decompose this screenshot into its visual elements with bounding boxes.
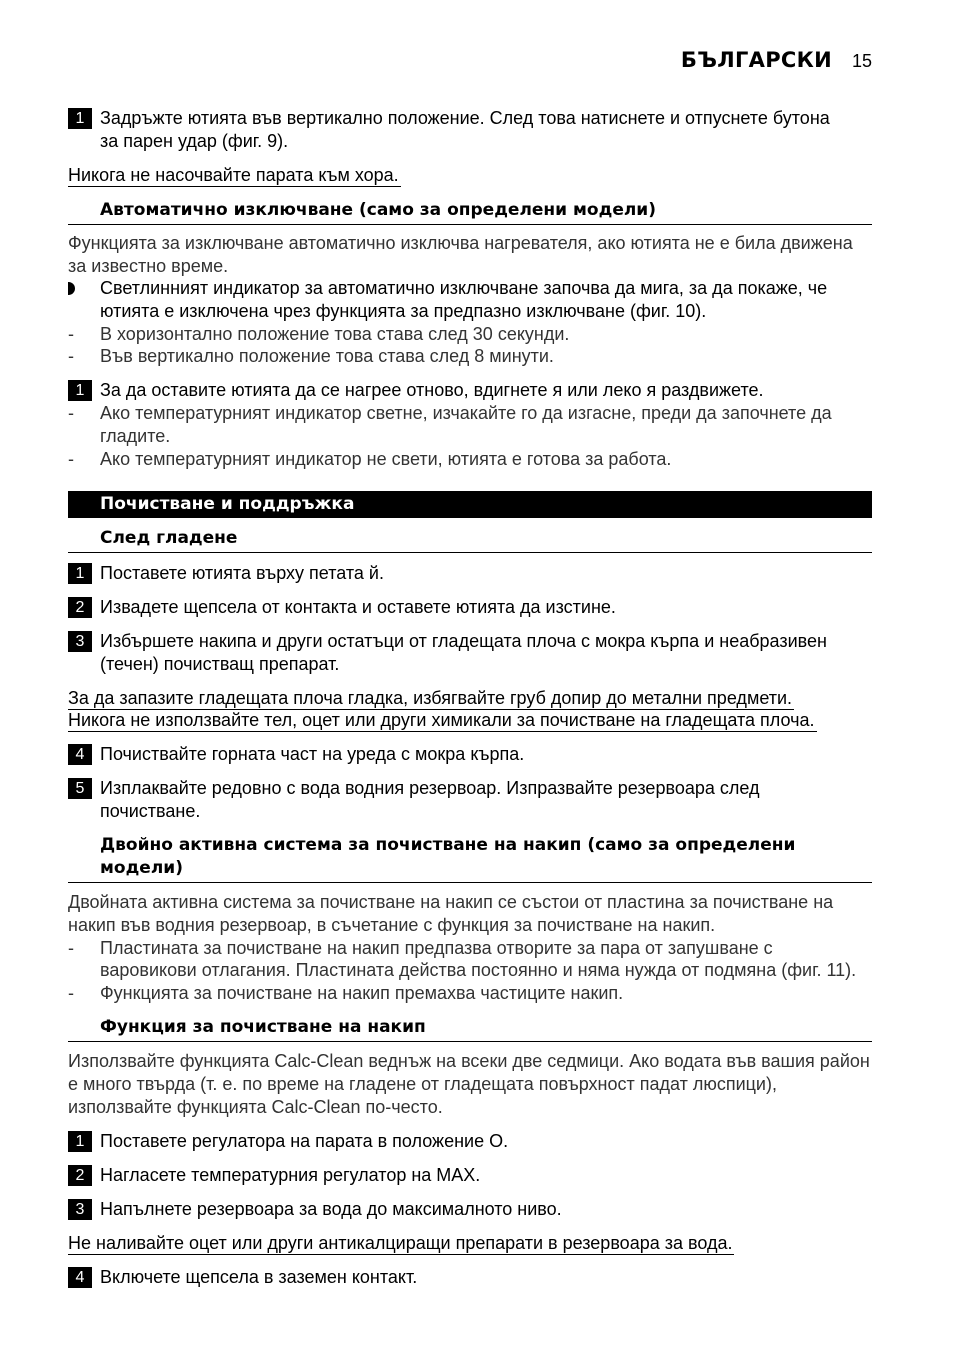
step-text-line: Избършете накипа и други остатъци от гладещата плоча с мокра кърпа и неабразивен [100, 631, 827, 651]
warning-text: Никога не насочвайте парата към хора. [68, 165, 399, 185]
dash-item-text: Функцията за почистване на накип премахва частиците накип. [100, 983, 624, 1003]
heading-text: Автоматично изключване (само за определени модели) [100, 200, 656, 220]
step-text-line: Включете щепсела в заземен контакт. [100, 1267, 418, 1287]
page-header [681, 46, 872, 74]
paragraph-anti-calc-intro [68, 891, 872, 937]
paragraph-auto-off-intro [68, 232, 872, 278]
bullet-text-line: Светлинният индикатор за автоматично изключване започва да мига, за да покаже, че [100, 278, 828, 298]
step-text-line: за парен удар (фиг. 9). [100, 131, 289, 151]
section-title: Почистване и поддръжка [100, 494, 355, 514]
warning-text: Не наливайте оцет или други антикалциращи препарати в резервоара за вода. [68, 1233, 733, 1253]
step-number: 1 [68, 563, 92, 584]
warning-no-chemicals [68, 709, 872, 731]
heading-double-active-anti-calc [68, 834, 872, 883]
step-after-ironing-2 [68, 596, 872, 619]
dash-item-anti-calc-tablet [68, 937, 872, 981]
dash-item-horizontal [68, 323, 872, 346]
dash-item-text: В хоризонтално положение това става след 30 секунди. [100, 324, 570, 344]
dash-item-text: Пластината за почистване на накип предпазва отворите за пара от запушване с [100, 938, 773, 958]
heading-after-ironing [68, 527, 872, 553]
dash-marker: - [68, 983, 74, 1003]
step-calc-clean-2 [68, 1164, 872, 1187]
bullet-indicator [68, 277, 872, 323]
language-title: БЪЛГАРСКИ [680, 48, 832, 72]
step-after-ironing-4 [68, 743, 872, 766]
step-number: 1 [68, 380, 92, 401]
step-number: 2 [68, 597, 92, 618]
step-text-line: Нагласете температурния регулатор на MAX. [100, 1165, 481, 1185]
step-text-line: Изплаквайте редовно с вода водния резервоар. Изпразвайте резервоара след [100, 778, 760, 798]
step-number: 2 [68, 1165, 92, 1186]
step-text-line: Напълнете резервоара за вода до максималното ниво. [100, 1199, 562, 1219]
dash-item-vertical [68, 345, 872, 368]
dash-item-indicator-on [68, 402, 872, 448]
step-after-ironing-3 [68, 630, 872, 676]
section-bar-cleaning [68, 491, 872, 518]
paragraph-line: Функцията за изключване автоматично изключва нагревателя, ако ютията не е била движена [68, 233, 853, 253]
step-text-line: Почиствайте горната част на уреда с мокра кърпа. [100, 744, 525, 764]
warning-steam-people [68, 164, 872, 187]
dash-item-anti-calc-function [68, 982, 872, 1005]
paragraph-line: използвайте функцията Calc-Clean по-често. [68, 1097, 443, 1117]
step-steam-shot [68, 107, 872, 152]
step-text-line: За да оставите ютията да се нагрее отново, вдигнете я или леко я раздвижете. [100, 380, 764, 400]
paragraph-line: е много твърда (т. е. по време на гладене от гладещата повърхност падат люспици), [68, 1074, 777, 1094]
step-number: 4 [68, 1267, 92, 1288]
warning-text: За да запазите гладещата плоча гладка, избягвайте груб допир до метални предмети. [68, 688, 793, 708]
step-text-line: Поставете регулатора на парата в положение O. [100, 1131, 509, 1151]
step-after-ironing-1 [68, 562, 872, 585]
step-number: 3 [68, 1199, 92, 1220]
heading-auto-off [68, 199, 872, 225]
step-number: 1 [68, 1131, 92, 1152]
heading-calc-clean [68, 1016, 872, 1042]
step-number: 1 [68, 108, 92, 129]
dash-marker: - [68, 403, 74, 423]
step-calc-clean-3 [68, 1198, 872, 1221]
warning-text: Никога не използвайте тел, оцет или други химикали за почистване на гладещата плоча. [68, 710, 815, 730]
step-after-ironing-5 [68, 777, 872, 823]
step-text-line: Задръжте ютията във вертикално положение. След това натиснете и отпуснете бутона [100, 108, 830, 128]
page-number: 15 [851, 51, 872, 71]
step-calc-clean-4 [68, 1266, 872, 1289]
step-number: 5 [68, 778, 92, 799]
heading-text: Двойно активна система за почистване на накип (само за определени [100, 835, 796, 855]
dash-marker: - [68, 324, 74, 344]
dash-item-text: варовикови отлагания. Пластината действа постоянно и няма нужда от подмяна (фиг. 11). [100, 960, 857, 980]
warning-no-vinegar [68, 1232, 872, 1255]
dash-item-indicator-off [68, 448, 872, 471]
step-number: 3 [68, 631, 92, 652]
dash-marker: - [68, 449, 74, 469]
paragraph-line: накип във водния резервоар, в съчетание с функция за почистване на накип. [68, 915, 716, 935]
dash-item-text: гладите. [100, 426, 171, 446]
dash-item-text: Във вертикално положение това става след 8 минути. [100, 346, 554, 366]
step-number: 4 [68, 744, 92, 765]
step-calc-clean-1 [68, 1130, 872, 1153]
dash-item-text: Ако температурният индикатор не свети, ютията е готова за работа. [100, 449, 672, 469]
step-text-line: Поставете ютията върху петата й. [100, 563, 384, 583]
step-restart-heating [68, 379, 872, 402]
heading-text: модели) [100, 858, 183, 878]
warning-soleplate-smooth [68, 687, 872, 709]
paragraph-calc-clean-intro [68, 1050, 872, 1119]
step-text-line: Извадете щепсела от контакта и оставете ютията да изстине. [100, 597, 616, 617]
heading-text: Функция за почистване на накип [100, 1017, 426, 1037]
paragraph-line: за известно време. [68, 256, 229, 276]
paragraph-line: Използвайте функцията Calc-Clean веднъж на всеки две седмици. Ако водата във вашия район [68, 1051, 870, 1071]
step-text-line: (течен) почистващ препарат. [100, 654, 340, 674]
step-text-line: почистване. [100, 801, 201, 821]
bullet-text-line: ютията е изключена чрез функцията за предпазно изключване (фиг. 10). [100, 301, 707, 321]
dash-item-text: Ако температурният индикатор светне, изчакайте го да изгасне, преди да започнете да [100, 403, 832, 423]
paragraph-line: Двойната активна система за почистване на накип се състои от пластина за почистване на [68, 892, 834, 912]
heading-text: След гладене [100, 528, 238, 548]
dash-marker: - [68, 346, 74, 366]
dash-marker: - [68, 938, 74, 958]
